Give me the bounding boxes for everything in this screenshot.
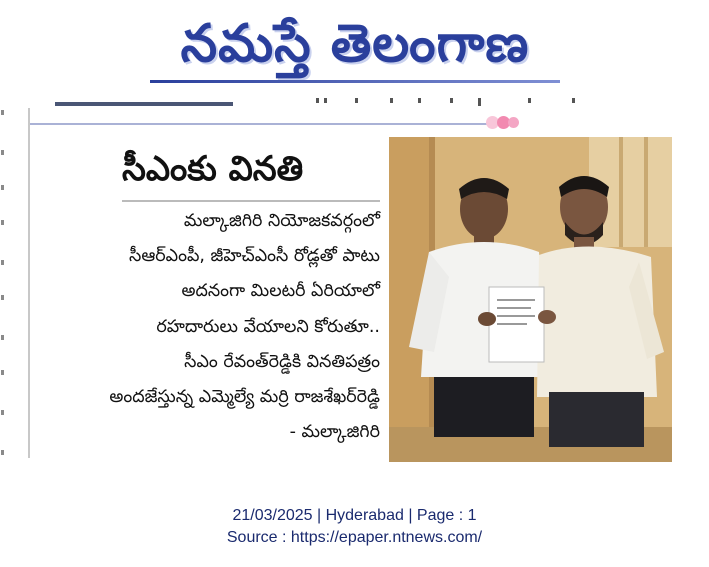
article-line: సీఆర్‌ఎంపీ, జీహెచ్‌ఎంసీ రోడ్లతో పాటు (129, 246, 380, 266)
article-line: మల్కాజిగిరి నియోజకవర్గంలో (183, 211, 380, 231)
source-link[interactable]: Source : https://epaper.ntnews.com/ (226, 529, 483, 546)
article-headline: సీఎంకు వినతి (122, 149, 304, 189)
headline-underline (122, 200, 380, 202)
page-edge-marks (0, 110, 6, 470)
edition-info: 21/03/2025 | Hyderabad | Page : 1 (232, 507, 477, 524)
page-footer (0, 505, 709, 549)
article-body (85, 210, 380, 455)
article-line: రహదారులు వేయాలని కోరుతూ.. (156, 317, 380, 337)
column-divider (28, 108, 30, 458)
section-bullets (486, 116, 526, 130)
article-line: అందజేస్తున్న ఎమ్మెల్యే మర్రి రాజశేఖర్‌రెడ్డి (109, 387, 380, 407)
article-line: సీఎం రేవంత్‌రెడ్డికి వినతిపత్రం (184, 352, 380, 372)
cropped-text-fragments (300, 98, 590, 106)
masthead-underline (150, 80, 560, 83)
article-line: అదనంగా మిలటరీ ఏరియాలో (181, 281, 380, 301)
top-rule (55, 102, 233, 106)
newspaper-title: నమస్తే తెలంగాణ (180, 13, 530, 74)
article-line: - మల్కాజిగిరి (289, 422, 380, 442)
news-photo (389, 137, 672, 462)
section-line (30, 123, 500, 125)
masthead (0, 0, 709, 92)
